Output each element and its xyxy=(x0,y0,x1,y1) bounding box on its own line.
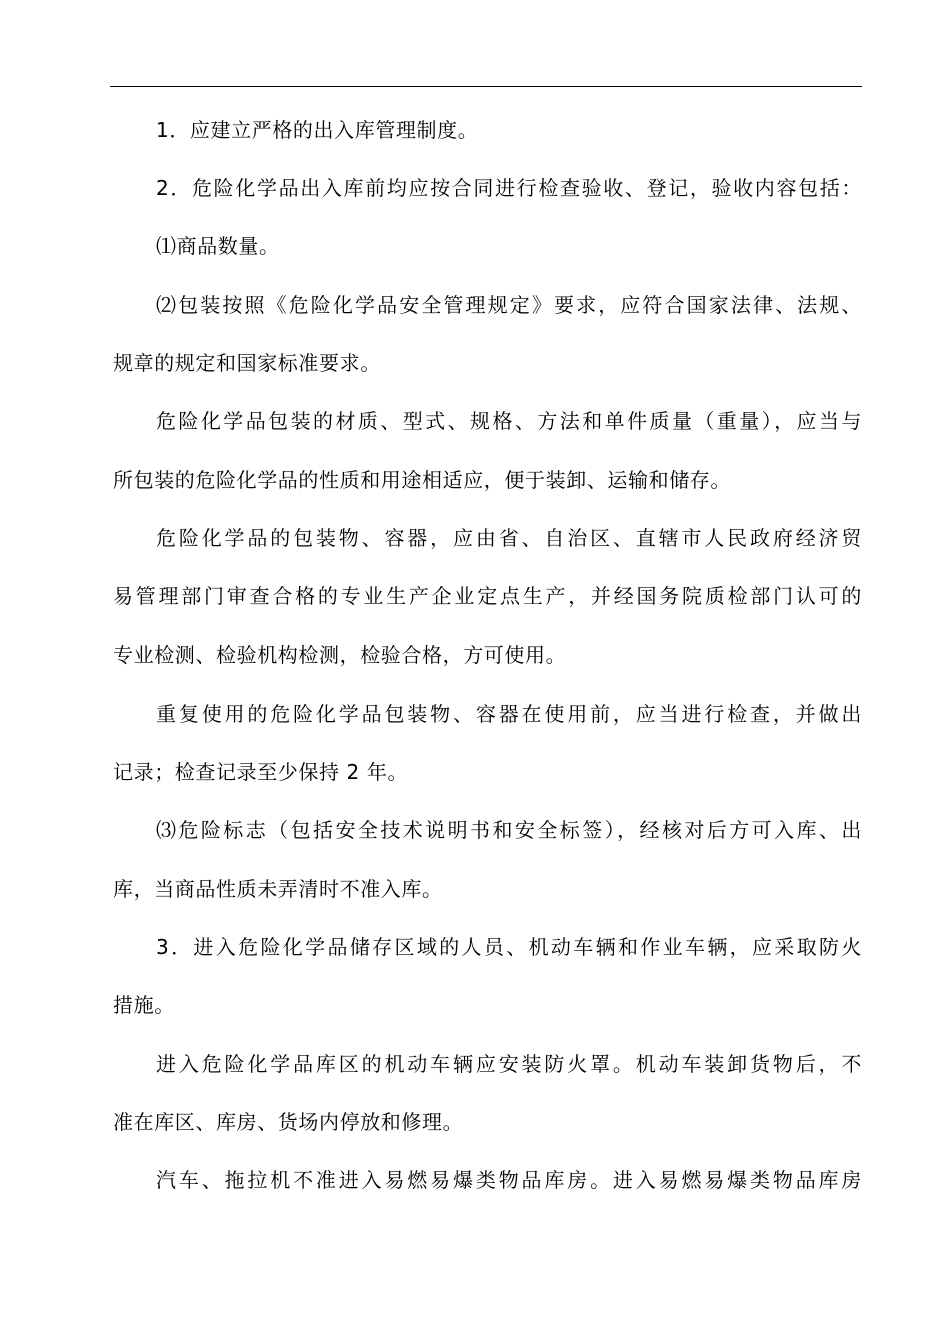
text-line: 危险化学品包装的材质、型式、规格、方法和单件质量（重量），应当与 xyxy=(156,409,862,433)
text-line: 危险化学品的包装物、容器，应由省、自治区、直辖市人民政府经济贸 xyxy=(156,526,862,550)
text-line: 2．危险化学品出入库前均应按合同进行检查验收、登记，验收内容包括： xyxy=(156,176,862,200)
text-line: 记录；检查记录至少保持 2 年。 xyxy=(113,760,409,784)
header-rule xyxy=(110,86,862,87)
text-line: 措施。 xyxy=(113,993,175,1017)
text-line: 重复使用的危险化学品包装物、容器在使用前，应当进行检查，并做出 xyxy=(156,702,862,726)
text-line: 规章的规定和国家标准要求。 xyxy=(113,351,381,375)
text-line: 库，当商品性质未弄清时不准入库。 xyxy=(113,877,443,901)
text-line: ⑴商品数量。 xyxy=(156,234,280,258)
text-line: 汽车、拖拉机不准进入易燃易爆类物品库房。进入易燃易爆类物品库房 xyxy=(156,1168,862,1192)
text-line: ⑶危险标志（包括安全技术说明书和安全标签），经核对后方可入库、出 xyxy=(156,818,862,842)
text-line: 3．进入危险化学品储存区域的人员、机动车辆和作业车辆，应采取防火 xyxy=(156,935,862,959)
text-line: 进入危险化学品库区的机动车辆应安装防火罩。机动车装卸货物后，不 xyxy=(156,1052,862,1076)
text-line: 准在库区、库房、货场内停放和修理。 xyxy=(113,1110,464,1134)
text-line: 易管理部门审查合格的专业生产企业定点生产，并经国务院质检部门认可的 xyxy=(113,584,862,608)
text-line: 所包装的危险化学品的性质和用途相适应，便于装卸、运输和储存。 xyxy=(113,468,731,492)
text-line: 专业检测、检验机构检测，检验合格，方可使用。 xyxy=(113,643,567,667)
text-line: ⑵包装按照《危险化学品安全管理规定》要求，应符合国家法律、法规、 xyxy=(156,293,862,317)
text-line: 1．应建立严格的出入库管理制度。 xyxy=(156,118,479,142)
